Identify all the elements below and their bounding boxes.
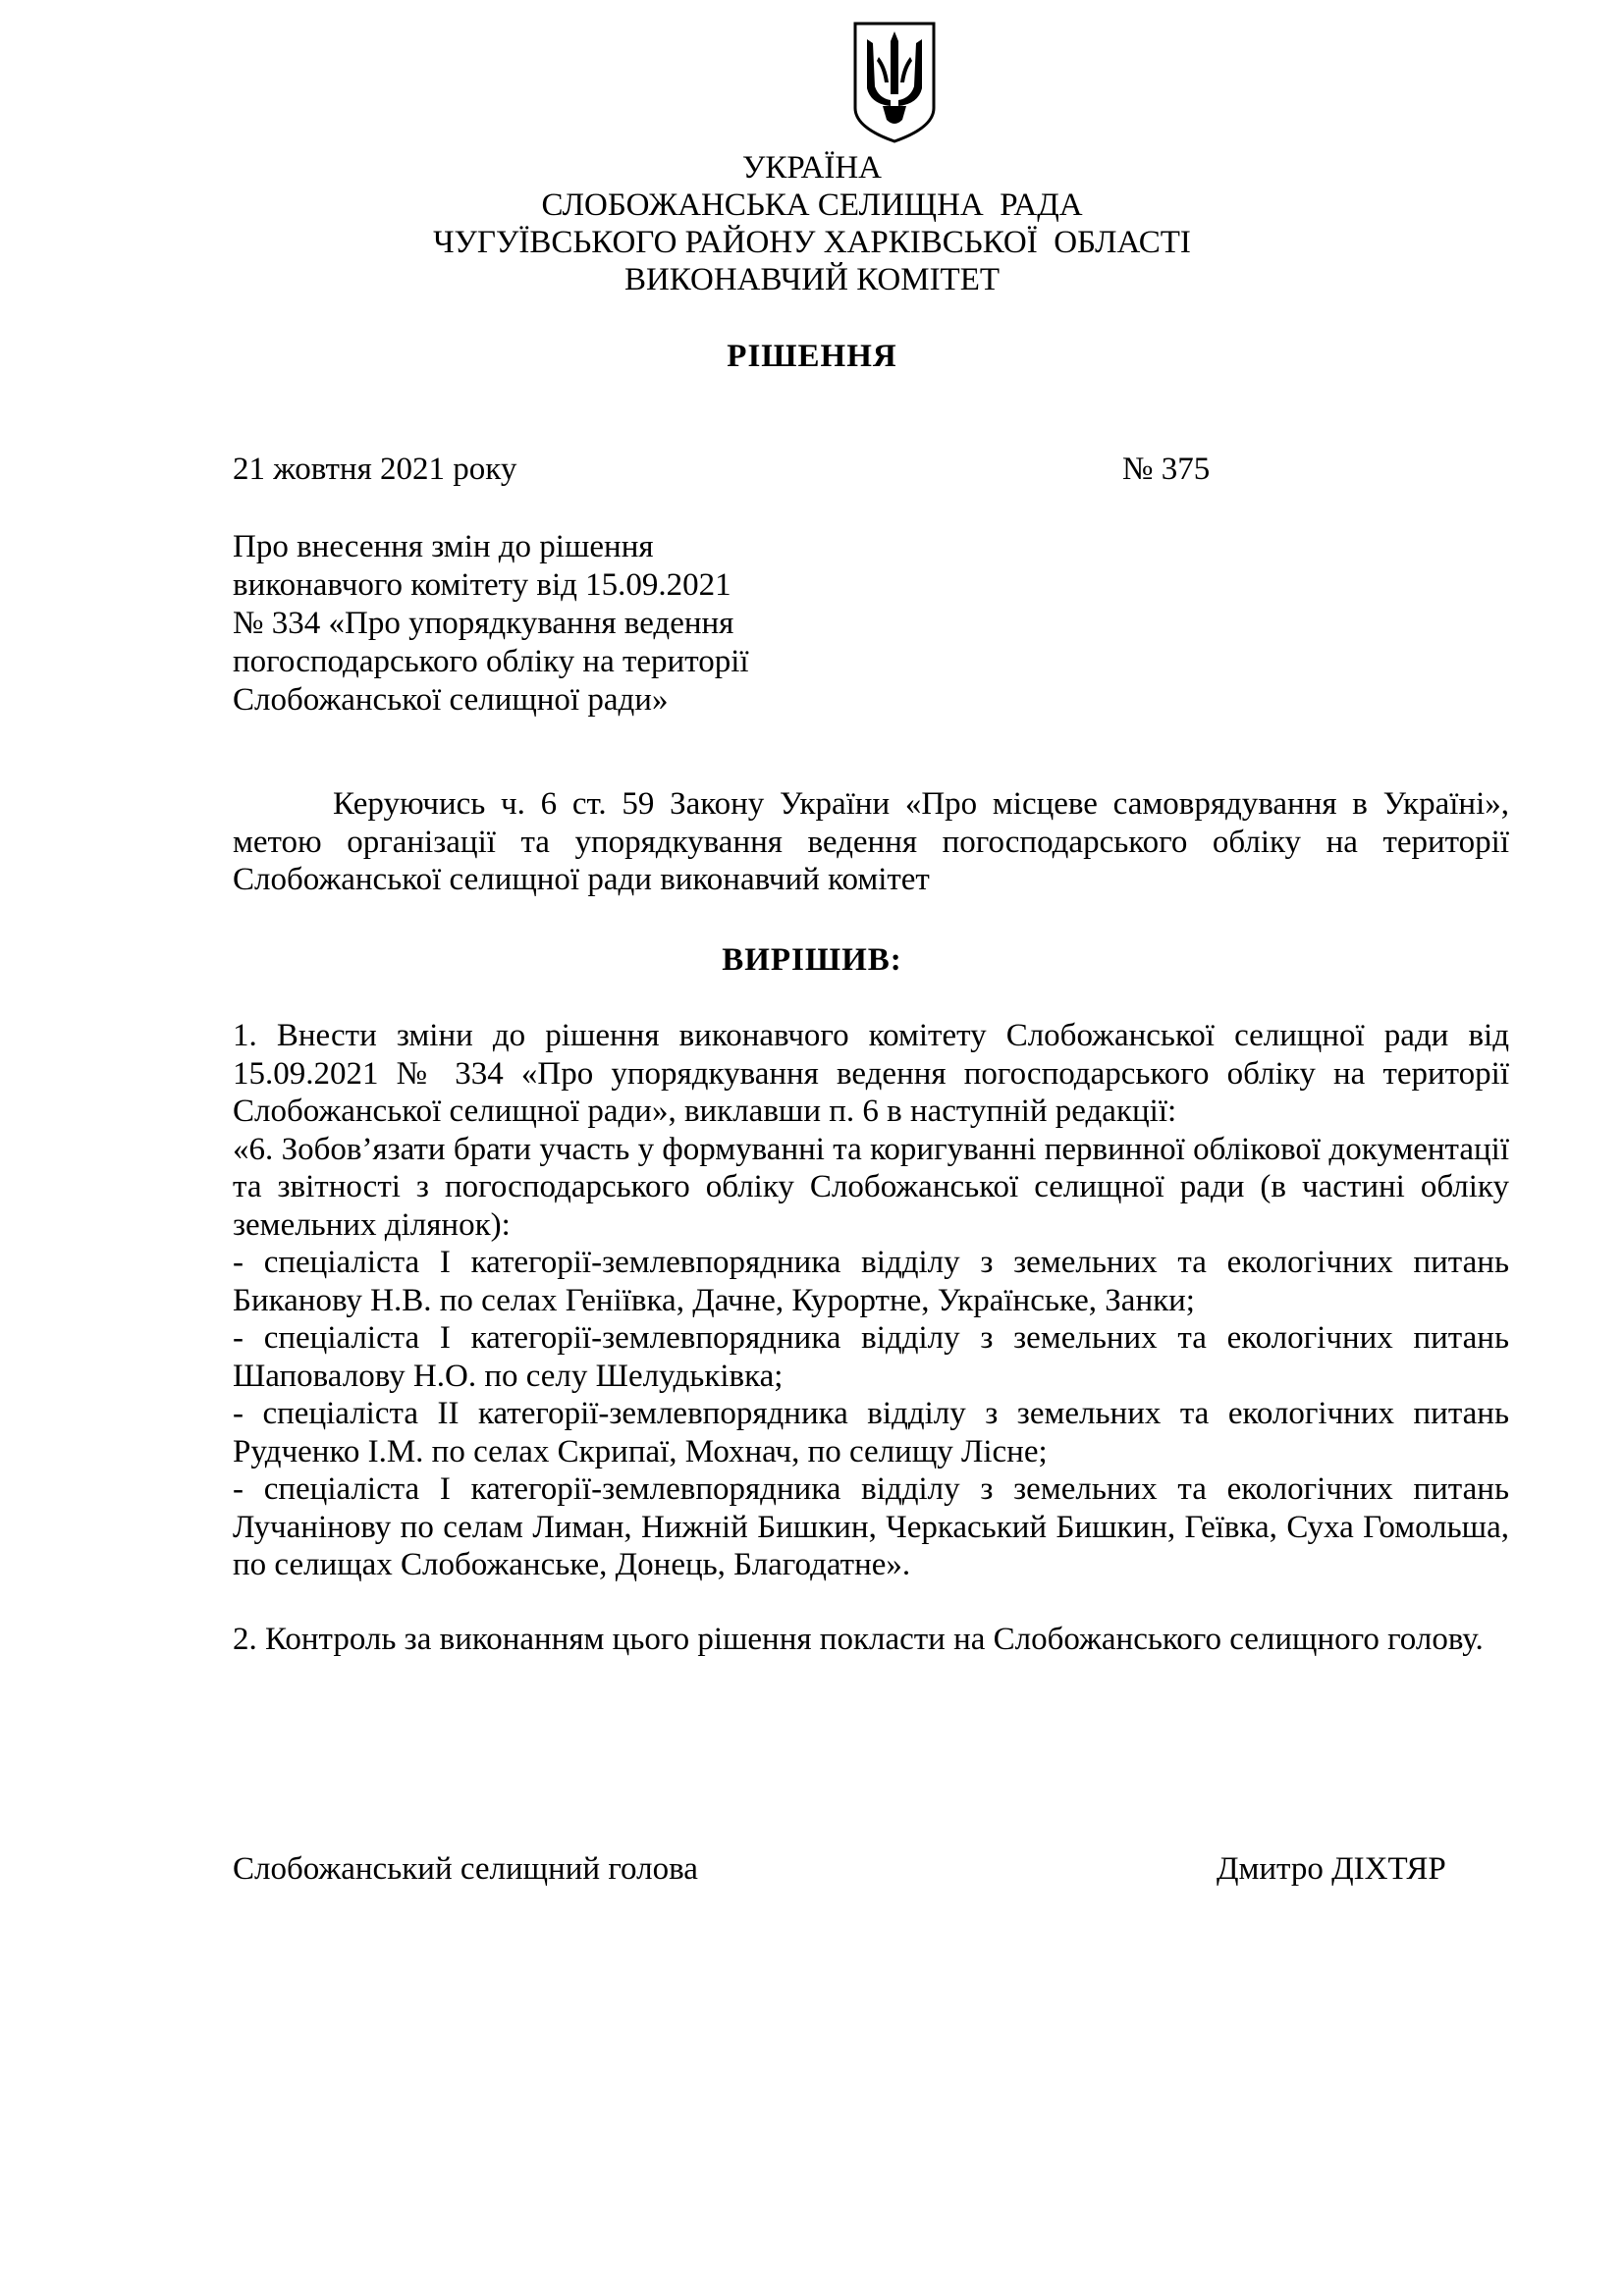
trident-coat-of-arms-icon: [849, 18, 940, 145]
resolution-item: - спеціаліста ІІ категорії-землевпорядника відділу з земельних та екологічних питань Рудченко І.М. по селах Скрипаї, Мохнач, по селищу Лісне;: [233, 1396, 1509, 1469]
document-title: РІШЕННЯ: [727, 339, 897, 374]
resolution-item: - спеціаліста І категорії-землевпорядника відділу з земельних та екологічних питань Лучанінову по селам Лиман, Нижній Бишкин, Черкаський Бишкин, Геївка, Суха Гомольша, по селищах Слобожанське, Донець, Благодатне».: [233, 1471, 1509, 1582]
resolution-item: - спеціаліста І категорії-землевпорядника відділу з земельних та екологічних питань Шаповалову Н.О. по селу Шелудьківка;: [233, 1320, 1509, 1394]
resolution-item-2: 2. Контроль за виконанням цього рішення покласти на Слобожанського селищного голову.: [233, 1622, 1484, 1657]
resolution-item: «6. Зобов’язати брати участь у формуванні та коригуванні первинної облікової документації та звітності з погосподарського обліку Слобожанської селищної ради (в частині обліку земельних ділянок):: [233, 1131, 1509, 1243]
subject-line: виконавчого комітету від 15.09.2021: [233, 567, 731, 603]
subject-line: Слобожанської селищної ради»: [233, 682, 669, 718]
resolved-heading: ВИРІШИВ:: [722, 942, 902, 978]
subject-line: Про внесення змін до рішення: [233, 529, 654, 564]
header-country: УКРАЇНА: [742, 150, 882, 186]
document-number: № 375: [1122, 452, 1211, 487]
document-date: 21 жовтня 2021 року: [233, 452, 517, 487]
header-district: ЧУГУЇВСЬКОГО РАЙОНУ ХАРКІВСЬКОЇ ОБЛАСТІ: [433, 225, 1191, 260]
document-subject: [233, 528, 749, 720]
header-committee: ВИКОНАВЧИЙ КОМІТЕТ: [623, 262, 1001, 297]
preamble-paragraph: [233, 785, 1509, 899]
document-header: [0, 149, 1624, 298]
subject-line: № 334 «Про упорядкування ведення: [233, 606, 734, 641]
signature-position: Слобожанський селищний голова: [233, 1851, 698, 1887]
subject-line: погосподарського обліку на території: [233, 644, 749, 679]
resolution-item: 1. Внести зміни до рішення виконавчого комітету Слобожанської селищної ради від 15.09.2021 № 334 «Про упорядкування ведення погосподарського обліку на території Слобожанської селищної ради», виклавши п. 6 в наступній редакції:: [233, 1018, 1509, 1129]
resolution-item: - спеціаліста І категорії-землевпорядника відділу з земельних та екологічних питань Биканову Н.В. по селах Геніївка, Дачне, Курортне, Українське, Занки;: [233, 1245, 1509, 1318]
resolution-items: [233, 1017, 1509, 1584]
signature-name: Дмитро ДІХТЯР: [1217, 1851, 1446, 1887]
preamble-text: Керуючись ч. 6 ст. 59 Закону України «Про місцеве самоврядування в Україні», метою організації та упорядкування ведення погосподарського обліку на території Слобожанської селищної ради виконавчий комітет: [233, 786, 1509, 897]
header-council: СЛОБОЖАНСЬКА СЕЛИЩНА РАДА: [541, 187, 1083, 223]
